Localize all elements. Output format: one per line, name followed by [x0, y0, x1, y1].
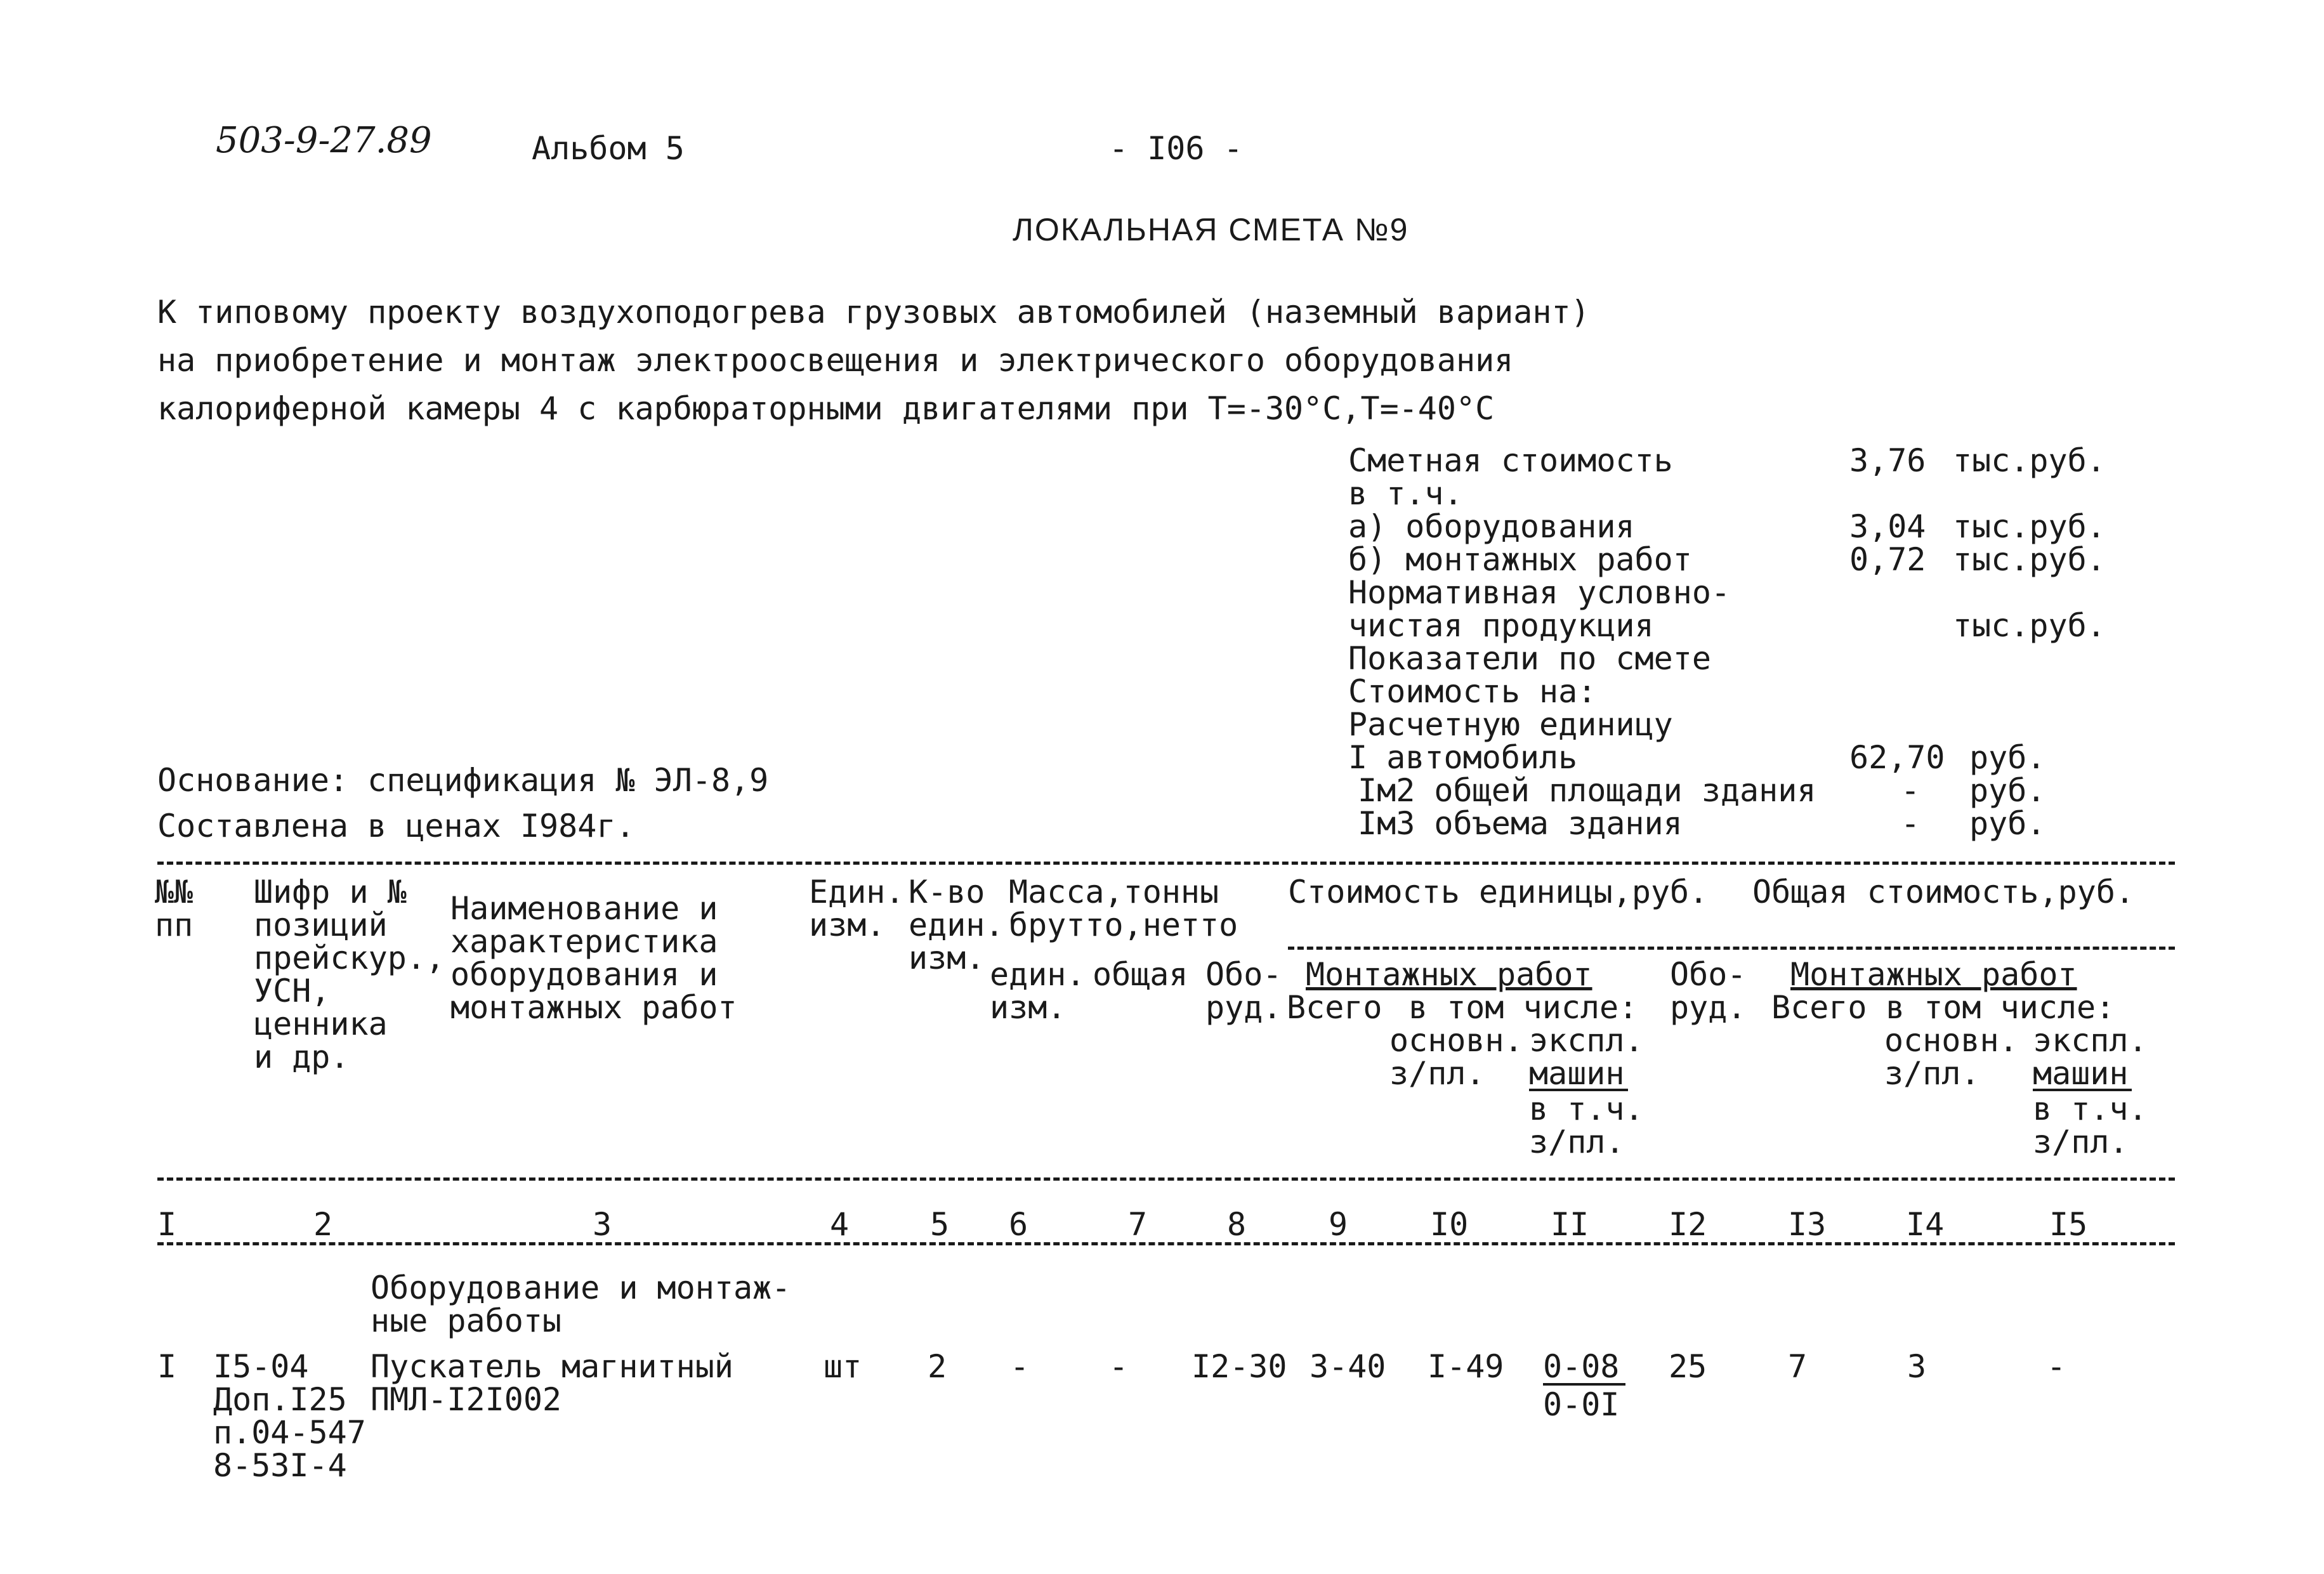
album-label: Альбом 5 [532, 130, 685, 167]
col-num-9: 9 [1329, 1206, 1348, 1243]
basis-line-1: Основание: спецификация № ЭЛ-8,9 [157, 762, 769, 799]
row-mass-total: - [1109, 1348, 1129, 1385]
col-num-10: I0 [1430, 1206, 1469, 1243]
row-mass-unit: - [1010, 1348, 1030, 1385]
row-mount-total-base: 3 [1907, 1348, 1927, 1385]
page-title: ЛОКАЛЬНАЯ СМЕТА №9 [1013, 212, 1409, 247]
car-value: 62,70 [1849, 739, 1945, 776]
row-mount-unit-total: 3-40 [1310, 1348, 1386, 1385]
header-unit-machine: экспл. [1529, 1022, 1644, 1059]
row-mount-total-machine: - [2047, 1348, 2066, 1385]
equip-unit: тыс.руб. [1953, 508, 2106, 545]
header-unit-machine-den: в т.ч. з/пл. [1529, 1091, 1644, 1160]
col-num-14: I4 [1906, 1206, 1945, 1243]
col-num-7: 7 [1128, 1206, 1148, 1243]
header-code: Шифр и № позиций прейскур., УСН, ценника и др. [254, 874, 445, 1075]
header-mass-total: общая [1093, 956, 1188, 993]
table-header-bottom-rule [157, 1177, 2175, 1181]
intro-line-2: на приобретение и монтаж электроосвещения и электрического оборудования [157, 342, 1514, 379]
cost-on-label: Стоимость на: [1348, 673, 1597, 710]
col-num-12: I2 [1669, 1206, 1707, 1243]
cost-unit: тыс.руб. [1953, 442, 2106, 479]
indicators-label: Показатели по смете [1348, 640, 1711, 677]
row-equip-unit-cost: I2-30 [1192, 1348, 1287, 1385]
col-num-5: 5 [930, 1206, 950, 1243]
page-number: - I06 - [1109, 130, 1243, 167]
incl-label: в т.ч. [1348, 475, 1463, 512]
section-title: Оборудование и монтаж- ные работы [371, 1269, 791, 1339]
mount-label: б) монтажных работ [1348, 541, 1692, 578]
header-total-machine-num: машин [2033, 1055, 2129, 1092]
col-num-11: II [1551, 1206, 1589, 1243]
header-total-cost: Общая стоимость,руб. [1752, 874, 2135, 910]
car-label: I автомобиль [1348, 739, 1578, 776]
header-total-mount-title: Монтажных работ [1790, 956, 2077, 993]
doc-code: 503-9-27.89 [216, 120, 432, 161]
header-num: №№ пп [155, 874, 194, 943]
cost-label: Сметная стоимость [1348, 442, 1673, 479]
table-top-rule [157, 862, 2175, 865]
row-qty: 2 [928, 1348, 947, 1385]
header-unit-machine-num: машин [1529, 1055, 1625, 1092]
header-unit: Един. изм. [809, 874, 905, 943]
intro-line-1: К типовому проекту воздухоподогрева грузовых автомобилей (наземный вариант) [157, 294, 1590, 331]
area-unit: руб. [1969, 772, 2046, 809]
col-num-8: 8 [1227, 1206, 1247, 1243]
intro-line-3: калориферной камеры 4 с карбюраторными двигателями при Т=-30°С,Т=-40°С [157, 390, 1495, 427]
header-subrule [1288, 947, 2175, 950]
cost-value: 3,76 [1849, 442, 1926, 479]
col-num-13: I3 [1788, 1206, 1827, 1243]
area-label: Iм2 общей площади здания [1358, 772, 1816, 809]
header-total-machine-den: в т.ч. з/пл. [2033, 1091, 2148, 1160]
header-total-mount-all: Всего [1771, 989, 1867, 1026]
col-num-2: 2 [313, 1206, 333, 1243]
column-numbers-rule [157, 1242, 2175, 1245]
volume-unit: руб. [1969, 805, 2046, 842]
basis-line-2: Составлена в ценах I984г. [157, 808, 635, 844]
ncp-label-2: чистая продукция [1348, 607, 1654, 644]
row-mount-unit-machine-wage: 0-0I [1543, 1386, 1620, 1423]
equip-label: а) оборудования [1348, 508, 1635, 545]
header-unit-incl: в том числе: [1408, 989, 1638, 1026]
header-qty: К-во един. изм. [909, 874, 1004, 976]
car-unit: руб. [1969, 739, 2046, 776]
header-unit-cost: Стоимость единицы,руб. [1288, 874, 1709, 910]
col-num-6: 6 [1009, 1206, 1028, 1243]
header-unit-mount-title: Монтажных работ [1306, 956, 1592, 993]
mount-unit: тыс.руб. [1953, 541, 2106, 578]
col-num-1: I [157, 1206, 177, 1243]
header-mass-unit: един. изм. [990, 956, 1086, 1026]
volume-label: Iм3 объема здания [1358, 805, 1683, 842]
header-unit-base-wage: основн. з/пл. [1389, 1022, 1523, 1092]
row-mount-unit-base: I-49 [1428, 1348, 1504, 1385]
calc-unit-label: Расчетную единицу [1348, 706, 1673, 743]
col-num-4: 4 [830, 1206, 850, 1243]
equip-value: 3,04 [1849, 508, 1926, 545]
row-unit: шт [824, 1348, 862, 1385]
row-code: I5-04 Доп.I25 п.04-547 8-53I-4 [213, 1348, 366, 1484]
col-num-3: 3 [593, 1206, 612, 1243]
mount-value: 0,72 [1849, 541, 1926, 578]
row-mount-total: 7 [1788, 1348, 1808, 1385]
row-mount-unit-machine: 0-08 [1543, 1348, 1620, 1385]
ncp-unit: тыс.руб. [1953, 607, 2106, 644]
row-equip-total: 25 [1669, 1348, 1707, 1385]
volume-value: - [1901, 805, 1920, 842]
header-total-equip: Обо- руд. [1670, 956, 1747, 1026]
header-total-base-wage: основн. з/пл. [1884, 1022, 2018, 1092]
header-total-incl: в том числе: [1886, 989, 2115, 1026]
row-num: I [157, 1348, 177, 1385]
header-unit-mount-all: Всего [1287, 989, 1382, 1026]
header-name: Наименование и характеристика оборудования и монтажных работ [450, 890, 737, 1026]
area-value: - [1901, 772, 1920, 809]
col-num-15: I5 [2049, 1206, 2088, 1243]
row-name: Пускатель магнитный ПМЛ-I2I002 [371, 1348, 733, 1418]
header-total-machine: экспл. [2033, 1022, 2148, 1059]
row-machine-fraction-bar [1543, 1383, 1625, 1386]
ncp-label-1: Нормативная условно- [1348, 574, 1731, 611]
header-mass: Масса,тонны брутто,нетто [1009, 874, 1238, 943]
header-unit-equip: Обо- руд. [1205, 956, 1282, 1026]
